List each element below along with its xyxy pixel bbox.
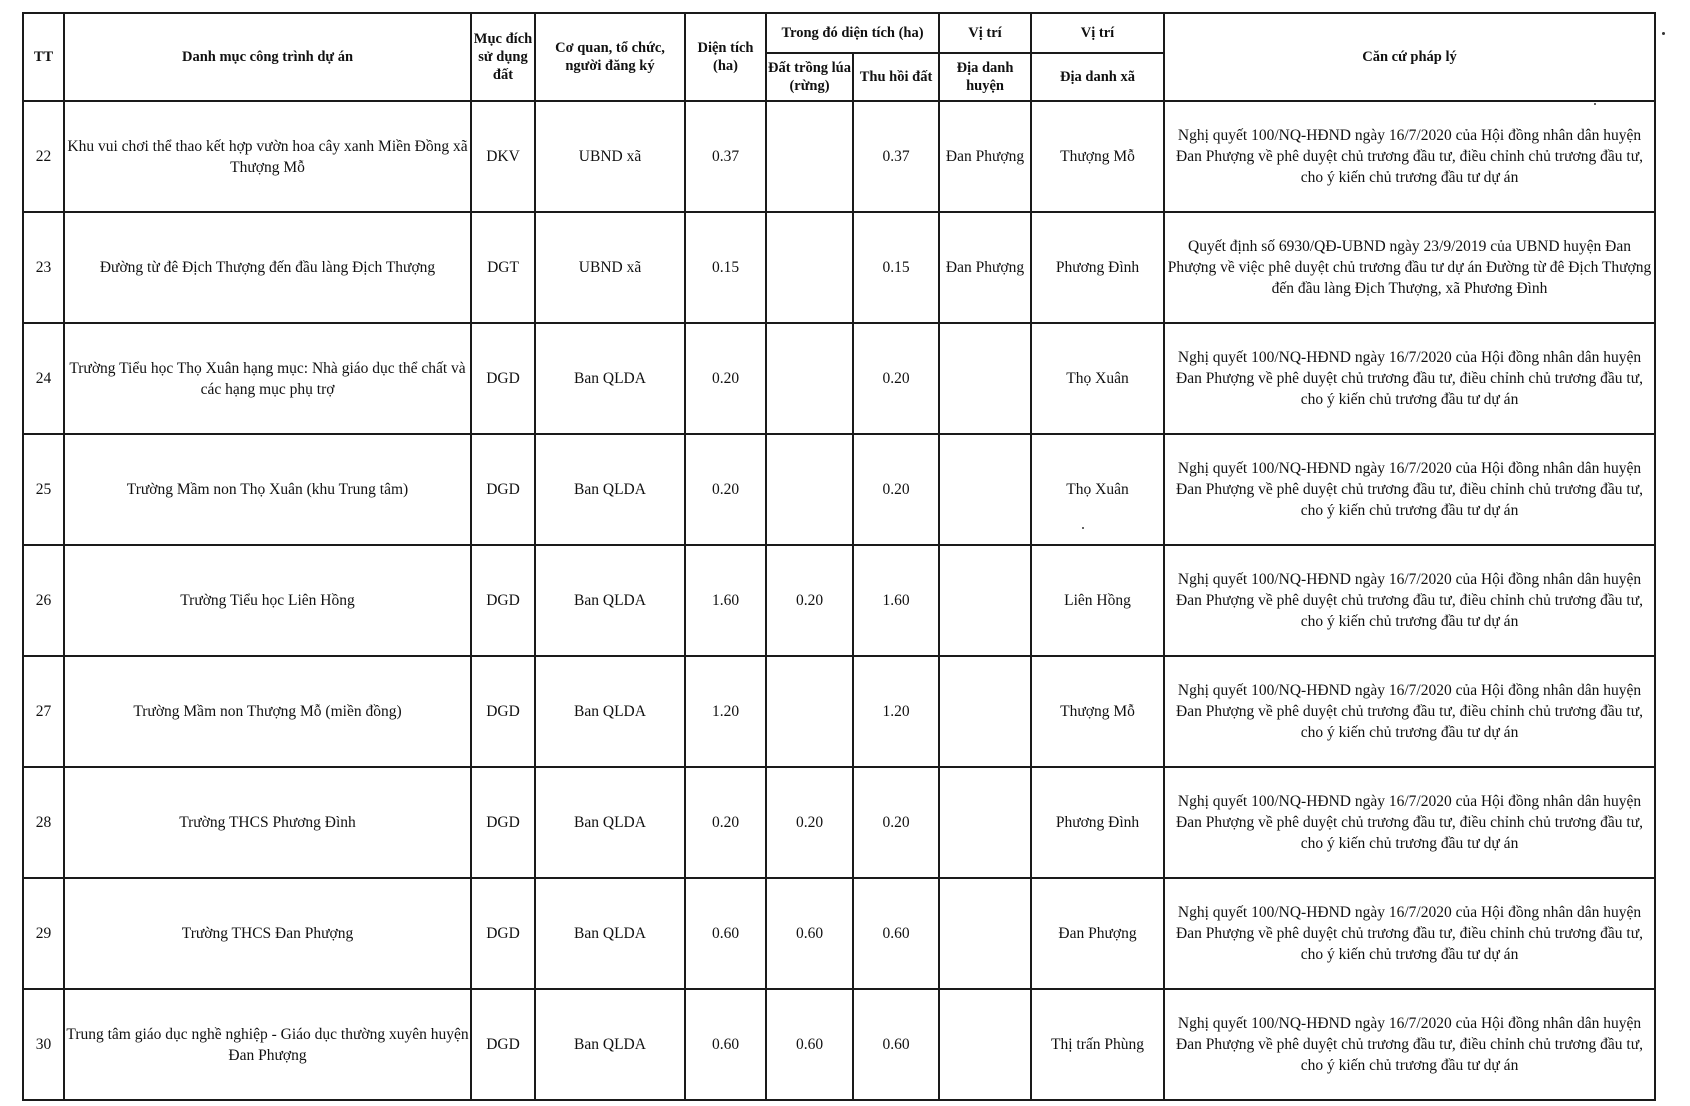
- cell-recovered-land: 0.60: [853, 989, 939, 1100]
- cell-recovered-land: 0.37: [853, 101, 939, 212]
- cell-commune: Phương Đình: [1031, 767, 1164, 878]
- header-district: Địa danh huyện: [939, 53, 1031, 101]
- cell-agency: Ban QLDA: [535, 878, 685, 989]
- cell-tt: 29: [23, 878, 64, 989]
- cell-rice-land: 0.60: [766, 878, 853, 989]
- cell-recovered-land: 1.20: [853, 656, 939, 767]
- cell-land-purpose: DGD: [471, 323, 535, 434]
- cell-land-purpose: DGT: [471, 212, 535, 323]
- header-location-commune-group: Vị trí: [1031, 13, 1164, 53]
- cell-recovered-land: 0.15: [853, 212, 939, 323]
- cell-legal-basis: Nghị quyết 100/NQ-HĐND ngày 16/7/2020 của Hội đồng nhân dân huyện Đan Phượng về phê duyệt chủ trương đầu tư, điều chỉnh chủ trương đầu tư, cho ý kiến chủ trương đầu tư dự án: [1164, 101, 1655, 212]
- cell-rice-land: [766, 434, 853, 545]
- cell-legal-basis: Quyết định số 6930/QĐ-UBND ngày 23/9/2019 của UBND huyện Đan Phượng về việc phê duyệt chủ trương đầu tư dự án Đường từ đê Địch Thượng đến đầu làng Địch Thượng, xã Phương Đình: [1164, 212, 1655, 323]
- cell-area: 0.20: [685, 323, 766, 434]
- cell-area: 1.20: [685, 656, 766, 767]
- cell-commune: Thọ Xuân: [1031, 323, 1164, 434]
- cell-tt: 25: [23, 434, 64, 545]
- cell-recovered-land: 0.20: [853, 767, 939, 878]
- cell-district: [939, 767, 1031, 878]
- table-body: [23, 101, 1655, 1100]
- cell-legal-basis: Nghị quyết 100/NQ-HĐND ngày 16/7/2020 của Hội đồng nhân dân huyện Đan Phượng về phê duyệt chủ trương đầu tư, điều chỉnh chủ trương đầu tư, cho ý kiến chủ trương đầu tư dự án: [1164, 989, 1655, 1100]
- cell-agency: Ban QLDA: [535, 656, 685, 767]
- header-rice-land: Đất trồng lúa (rừng): [766, 53, 853, 101]
- cell-district: Đan Phượng: [939, 212, 1031, 323]
- cell-land-purpose: DGD: [471, 989, 535, 1100]
- cell-rice-land: 0.60: [766, 989, 853, 1100]
- cell-tt: 27: [23, 656, 64, 767]
- cell-commune: Thị trấn Phùng: [1031, 989, 1164, 1100]
- cell-rice-land: [766, 101, 853, 212]
- cell-agency: Ban QLDA: [535, 989, 685, 1100]
- table-row: [23, 989, 1655, 1100]
- table-row: [23, 878, 1655, 989]
- cell-recovered-land: 0.20: [853, 434, 939, 545]
- header-location-district-group: Vị trí: [939, 13, 1031, 53]
- cell-agency: UBND xã: [535, 212, 685, 323]
- cell-project-name: Trường Mầm non Thọ Xuân (khu Trung tâm): [64, 434, 471, 545]
- header-of-which-area: Trong đó diện tích (ha): [766, 13, 939, 53]
- cell-area: 1.60: [685, 545, 766, 656]
- cell-project-name: Đường từ đê Địch Thượng đến đầu làng Địch Thượng: [64, 212, 471, 323]
- header-recovered-land: Thu hồi đất: [853, 53, 939, 101]
- cell-project-name: Trường Tiểu học Thọ Xuân hạng mục: Nhà giáo dục thể chất và các hạng mục phụ trợ: [64, 323, 471, 434]
- cell-commune: Thượng Mỗ: [1031, 656, 1164, 767]
- cell-legal-basis: Nghị quyết 100/NQ-HĐND ngày 16/7/2020 của Hội đồng nhân dân huyện Đan Phượng về phê duyệt chủ trương đầu tư, điều chỉnh chủ trương đầu tư, cho ý kiến chủ trương đầu tư dự án: [1164, 545, 1655, 656]
- table-row: [23, 434, 1655, 545]
- cell-rice-land: 0.20: [766, 767, 853, 878]
- cell-tt: 28: [23, 767, 64, 878]
- cell-recovered-land: 0.60: [853, 878, 939, 989]
- scan-speck: [1082, 527, 1084, 529]
- cell-legal-basis: Nghị quyết 100/NQ-HĐND ngày 16/7/2020 của Hội đồng nhân dân huyện Đan Phượng về phê duyệt chủ trương đầu tư, điều chỉnh chủ trương đầu tư, cho ý kiến chủ trương đầu tư dự án: [1164, 656, 1655, 767]
- cell-district: [939, 545, 1031, 656]
- table-row: [23, 101, 1655, 212]
- cell-commune: Đan Phượng: [1031, 878, 1164, 989]
- cell-area: 0.20: [685, 767, 766, 878]
- cell-recovered-land: 1.60: [853, 545, 939, 656]
- cell-commune: Thượng Mỗ: [1031, 101, 1164, 212]
- table-row: [23, 656, 1655, 767]
- header-legal-basis: Căn cứ pháp lý: [1164, 13, 1655, 101]
- cell-land-purpose: DGD: [471, 656, 535, 767]
- cell-rice-land: [766, 212, 853, 323]
- table-row: [23, 767, 1655, 878]
- cell-district: [939, 656, 1031, 767]
- header-agency: Cơ quan, tổ chức, người đăng ký: [535, 13, 685, 101]
- cell-project-name: Khu vui chơi thể thao kết hợp vườn hoa cây xanh Miền Đồng xã Thượng Mỗ: [64, 101, 471, 212]
- cell-legal-basis: Nghị quyết 100/NQ-HĐND ngày 16/7/2020 của Hội đồng nhân dân huyện Đan Phượng về phê duyệt chủ trương đầu tư, điều chỉnh chủ trương đầu tư, cho ý kiến chủ trương đầu tư dự án: [1164, 878, 1655, 989]
- cell-rice-land: [766, 656, 853, 767]
- header-project-name: Danh mục công trình dự án: [64, 13, 471, 101]
- cell-area: 0.15: [685, 212, 766, 323]
- cell-district: [939, 434, 1031, 545]
- cell-agency: Ban QLDA: [535, 767, 685, 878]
- cell-recovered-land: 0.20: [853, 323, 939, 434]
- table-row: [23, 212, 1655, 323]
- scan-speck: [1662, 32, 1665, 35]
- cell-land-purpose: DKV: [471, 101, 535, 212]
- header-land-purpose: Mục đích sử dụng đất: [471, 13, 535, 101]
- cell-commune: Thọ Xuân: [1031, 434, 1164, 545]
- cell-agency: UBND xã: [535, 101, 685, 212]
- cell-district: [939, 878, 1031, 989]
- cell-district: [939, 989, 1031, 1100]
- cell-area: 0.60: [685, 989, 766, 1100]
- table-row: [23, 545, 1655, 656]
- cell-project-name: Trường Tiểu học Liên Hồng: [64, 545, 471, 656]
- cell-commune: Phương Đình: [1031, 212, 1164, 323]
- cell-project-name: Trung tâm giáo dục nghề nghiệp - Giáo dục thường xuyên huyện Đan Phượng: [64, 989, 471, 1100]
- cell-rice-land: [766, 323, 853, 434]
- cell-legal-basis: Nghị quyết 100/NQ-HĐND ngày 16/7/2020 của Hội đồng nhân dân huyện Đan Phượng về phê duyệt chủ trương đầu tư, điều chỉnh chủ trương đầu tư, cho ý kiến chủ trương đầu tư dự án: [1164, 323, 1655, 434]
- cell-land-purpose: DGD: [471, 767, 535, 878]
- header-commune: Địa danh xã: [1031, 53, 1164, 101]
- cell-area: 0.37: [685, 101, 766, 212]
- cell-district: Đan Phượng: [939, 101, 1031, 212]
- cell-project-name: Trường Mầm non Thượng Mỗ (miền đồng): [64, 656, 471, 767]
- cell-legal-basis: Nghị quyết 100/NQ-HĐND ngày 16/7/2020 của Hội đồng nhân dân huyện Đan Phượng về phê duyệt chủ trương đầu tư, điều chỉnh chủ trương đầu tư, cho ý kiến chủ trương đầu tư dự án: [1164, 767, 1655, 878]
- cell-project-name: Trường THCS Phương Đình: [64, 767, 471, 878]
- cell-rice-land: 0.20: [766, 545, 853, 656]
- cell-tt: 26: [23, 545, 64, 656]
- cell-project-name: Trường THCS Đan Phượng: [64, 878, 471, 989]
- cell-district: [939, 323, 1031, 434]
- document-page: [22, 12, 1654, 1101]
- header-area: Diện tích (ha): [685, 13, 766, 101]
- cell-legal-basis: Nghị quyết 100/NQ-HĐND ngày 16/7/2020 của Hội đồng nhân dân huyện Đan Phượng về phê duyệt chủ trương đầu tư, điều chỉnh chủ trương đầu tư, cho ý kiến chủ trương đầu tư dự án: [1164, 434, 1655, 545]
- table-row: [23, 323, 1655, 434]
- cell-land-purpose: DGD: [471, 545, 535, 656]
- cell-tt: 22: [23, 101, 64, 212]
- cell-tt: 23: [23, 212, 64, 323]
- scan-speck: [1594, 103, 1596, 105]
- cell-agency: Ban QLDA: [535, 434, 685, 545]
- land-use-project-table: [22, 12, 1656, 1101]
- cell-land-purpose: DGD: [471, 434, 535, 545]
- cell-area: 0.20: [685, 434, 766, 545]
- table-header: [23, 13, 1655, 101]
- cell-commune: Liên Hồng: [1031, 545, 1164, 656]
- cell-tt: 30: [23, 989, 64, 1100]
- cell-area: 0.60: [685, 878, 766, 989]
- header-tt: TT: [23, 13, 64, 101]
- cell-agency: Ban QLDA: [535, 323, 685, 434]
- cell-agency: Ban QLDA: [535, 545, 685, 656]
- cell-land-purpose: DGD: [471, 878, 535, 989]
- cell-tt: 24: [23, 323, 64, 434]
